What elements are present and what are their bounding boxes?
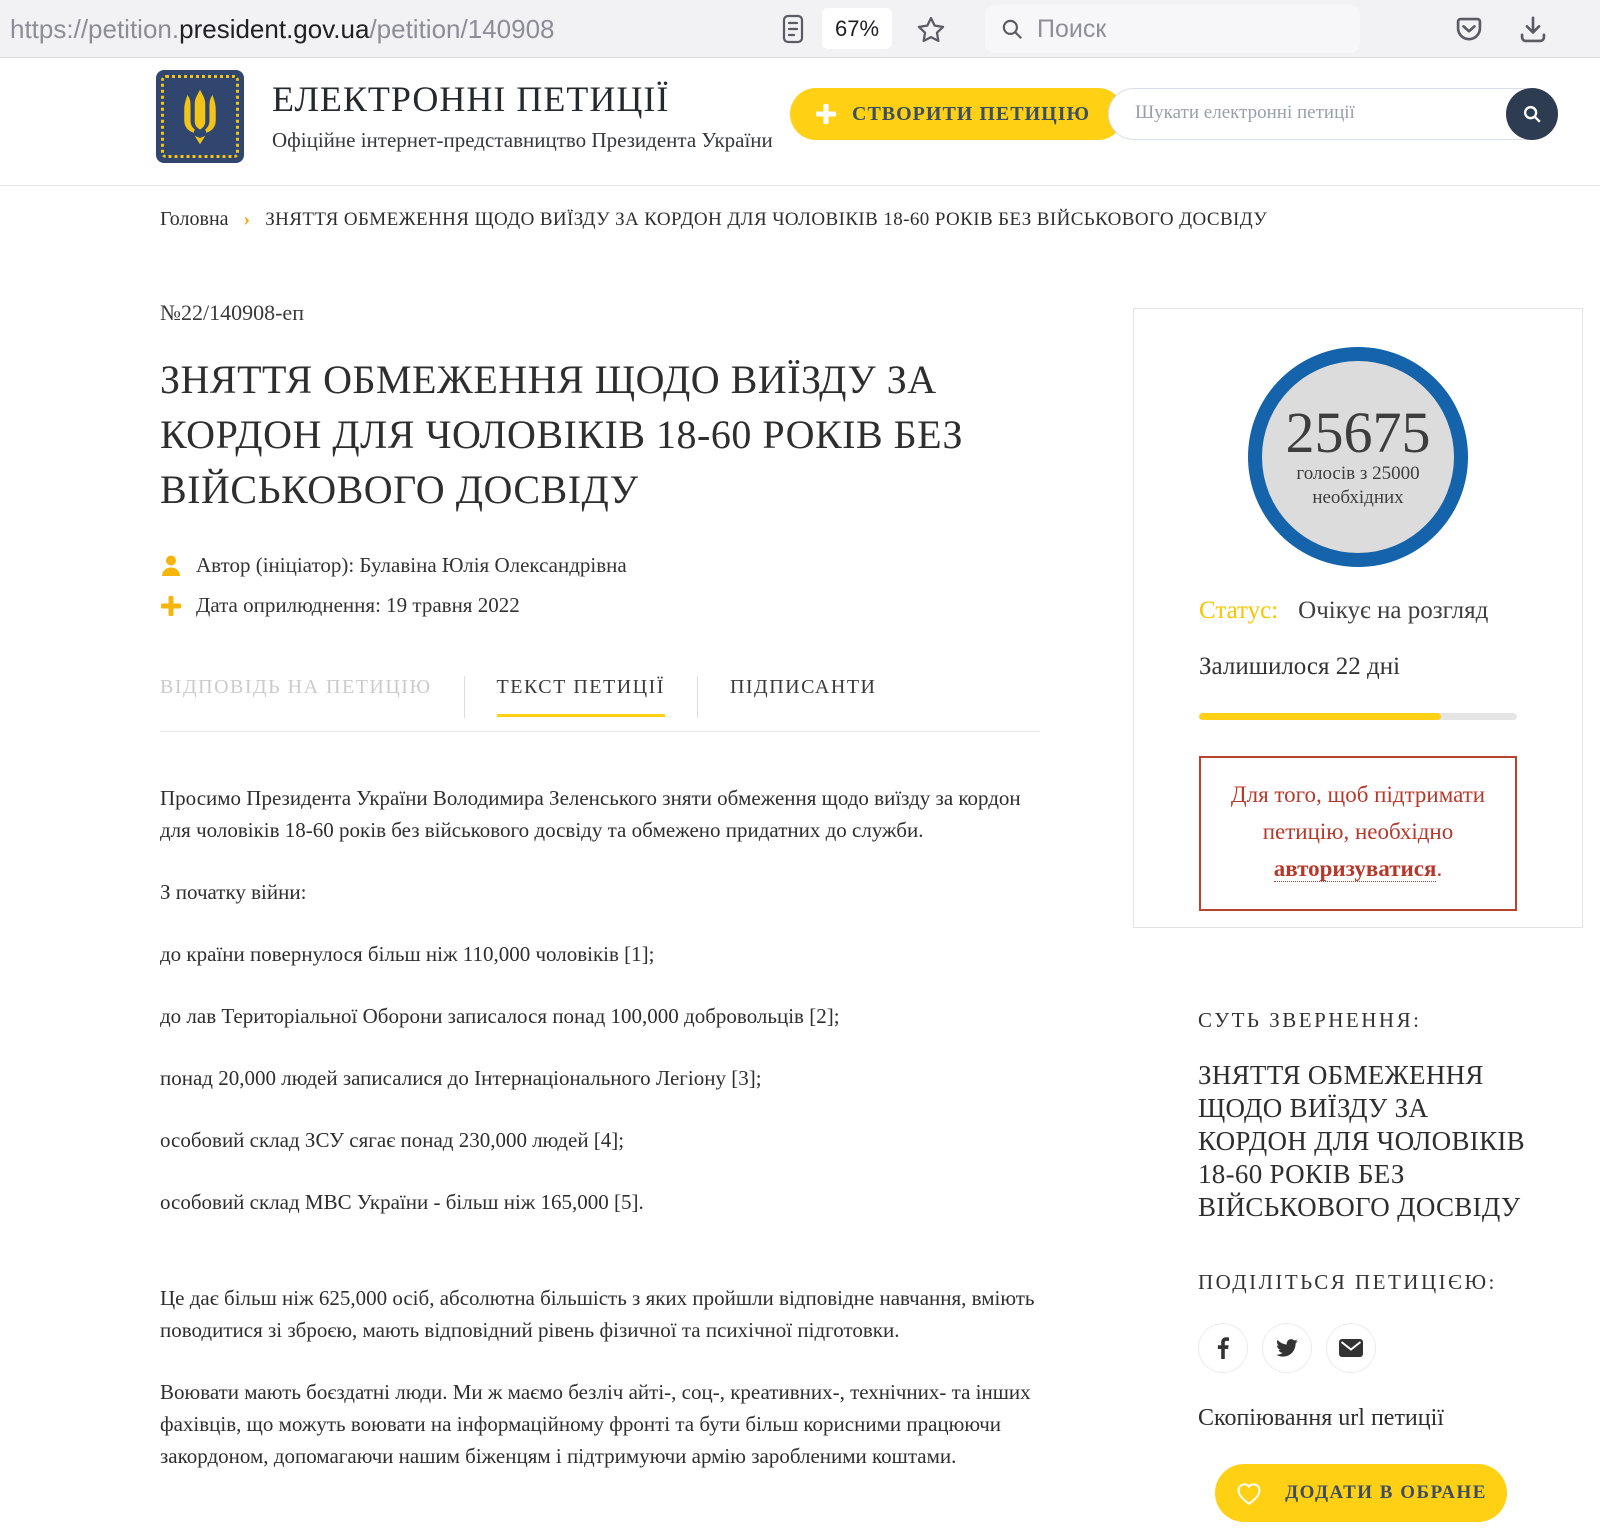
twitter-icon [1276,1339,1298,1357]
breadcrumb [160,208,1460,231]
auth-text-line2: петицію, необхідно [1262,819,1454,844]
petition-number: №22/140908-еп [160,300,304,325]
browser-toolbar [0,0,1600,58]
url-domain: president.gov.ua [179,14,370,44]
author-person-icon [160,554,182,578]
petition-date-row [160,593,1040,618]
url-path: /petition/140908 [369,14,555,44]
create-petition-label: СТВОРИТИ ПЕТИЦІЮ [852,102,1091,125]
petition-paragraph: Це дає більш ніж 625,000 осіб, абсолютна більшість з яких пройшли відповідне навчання, вміють поводитися зі зброєю, мають відповідний рівень фізичної та психічної підготовки. [160,1286,1035,1342]
essence-text: ЗНЯТТЯ ОБМЕЖЕННЯ ЩОДО ВИЇЗДУ ЗА КОРДОН ДЛЯ ЧОЛОВІКІВ 18-60 РОКІВ БЕЗ ВІЙСЬКОВОГО ДОСВІДУ [1198,1060,1525,1222]
share-facebook-button[interactable] [1198,1323,1248,1373]
petition-author: Автор (ініціатор): Булавіна Юлія Олександрівна [196,553,627,577]
add-to-favorites-label: ДОДАТИ В ОБРАНЕ [1285,1482,1487,1503]
logo-ornament-frame [161,75,239,158]
zoom-level-indicator[interactable]: 67% [822,8,892,49]
add-to-favorites-button[interactable] [1215,1464,1507,1522]
vote-required-line2: необхідних [1312,487,1404,508]
share-email-button[interactable] [1326,1323,1376,1373]
pocket-icon[interactable] [1452,13,1486,47]
browser-search-placeholder: Поиск [1037,14,1107,43]
vote-count: 25675 [1285,400,1431,465]
petition-paragraph: понад 20,000 людей записалися до Інтернаціонального Легіону [3]; [160,1066,762,1090]
breadcrumb-home[interactable]: Головна [160,208,229,230]
auth-suffix: . [1436,856,1443,881]
browser-search-field[interactable] [985,5,1360,53]
tab-signers[interactable]: ПІДПИСАНТИ [729,676,877,698]
tab-petition-text-label: ТЕКСТ ПЕТИЦІЇ [496,676,665,698]
days-remaining: Залишилося 22 дні [1199,653,1401,680]
petition-search-field[interactable] [1108,88,1558,140]
search-icon [1521,103,1543,125]
essence-label: СУТЬ ЗВЕРНЕННЯ: [1198,1008,1422,1032]
status-label: Статус: [1199,597,1279,624]
copy-url-link[interactable]: Скопіювання url петиції [1198,1405,1444,1431]
date-plus-icon [160,595,182,617]
reader-mode-icon[interactable] [780,13,806,45]
tab-answer[interactable]: ВІДПОВІДЬ НА ПЕТИЦІЮ [160,676,432,698]
tab-divider [697,676,698,718]
share-twitter-button[interactable] [1262,1323,1312,1373]
download-icon[interactable] [1516,13,1550,47]
petition-paragraph: Просимо Президента України Володимира Зеленського зняти обмеження щодо виїзду за кордон для чоловіків 18-60 років без військового досвіду та обмежено придатних до служби. [160,786,1021,842]
site-header [0,58,1600,186]
vote-required-line1: голосів з 25000 [1296,463,1420,484]
breadcrumb-separator-icon: › [243,208,251,230]
petition-main [160,300,1040,1502]
email-icon [1339,1339,1363,1357]
share-label: ПОДІЛІТЬСЯ ПЕТИЦІЄЮ: [1198,1270,1497,1294]
progress-fill [1199,713,1441,720]
heart-icon [1235,1480,1263,1506]
status-value: Очікує на розгляд [1298,597,1489,624]
bookmark-star-icon[interactable] [913,13,949,47]
url-prefix: https://petition. [10,14,180,44]
auth-text-line1: Для того, щоб підтримати [1230,782,1486,807]
petition-paragraph: до лав Територіальної Оборони записалося понад 100,000 добровольців [2]; [160,1004,840,1028]
petition-paragraph: особовий склад ЗСУ сягає понад 230,000 людей [4]; [160,1128,625,1152]
petition-body [160,782,1040,1472]
petition-date: Дата оприлюднення: 19 травня 2022 [196,593,520,617]
authorize-link[interactable]: авторизуватися [1273,856,1437,881]
petition-paragraph: Воювати мають боєздатні люди. Ми ж маємо безліч айті-, соц-, креативних-, технічних- та інших фахівців, що можуть воювати на інформаційному фронті та бути більш корисними працюючи закордоном, допомагаючи нашим біженцям і підтримуючи армію заробленими коштами. [160,1380,1031,1468]
plus-icon [814,102,838,126]
petition-paragraph: З початку війни: [160,880,307,904]
search-icon [999,16,1025,42]
status-row [1199,597,1517,625]
auth-notice [1199,756,1517,911]
petition-paragraph: до країни повернулося більш ніж 110,000 чоловіків [1]; [160,942,655,966]
sidebar-lower [1198,1008,1538,1432]
site-title[interactable]: ЕЛЕКТРОННІ ПЕТИЦІЇ [272,79,670,119]
petition-paragraph: особовий склад МВС України - більш ніж 165,000 [5]. [160,1190,644,1214]
tab-divider [464,676,465,718]
breadcrumb-current: ЗНЯТТЯ ОБМЕЖЕННЯ ЩОДО ВИЇЗДУ ЗА КОРДОН ДЛЯ ЧОЛОВІКІВ 18-60 РОКІВ БЕЗ ВІЙСЬКОВОГО ДОСВІДУ [265,209,1268,230]
petition-title: ЗНЯТТЯ ОБМЕЖЕННЯ ЩОДО ВИЇЗДУ ЗА КОРДОН ДЛЯ ЧОЛОВІКІВ 18-60 РОКІВ БЕЗ ВІЙСЬКОВОГО ДОСВІДУ [160,357,964,512]
vote-counter-circle [1248,347,1468,567]
vote-card [1133,308,1583,928]
progress-bar [1199,713,1517,720]
petition-search-placeholder: Шукати електронні петиції [1135,102,1355,123]
active-tab-underline [497,714,665,717]
petition-tabs [160,676,1040,732]
url-bar[interactable] [10,14,554,45]
site-subtitle: Офіційне інтернет-представництво Президента України [272,128,773,152]
share-buttons [1198,1323,1538,1373]
petition-author-row [160,553,1040,578]
petition-search-button[interactable] [1506,88,1558,140]
facebook-icon [1217,1337,1229,1359]
tab-petition-text[interactable] [497,676,665,715]
create-petition-button[interactable] [790,88,1124,140]
presidential-logo[interactable] [156,70,244,163]
